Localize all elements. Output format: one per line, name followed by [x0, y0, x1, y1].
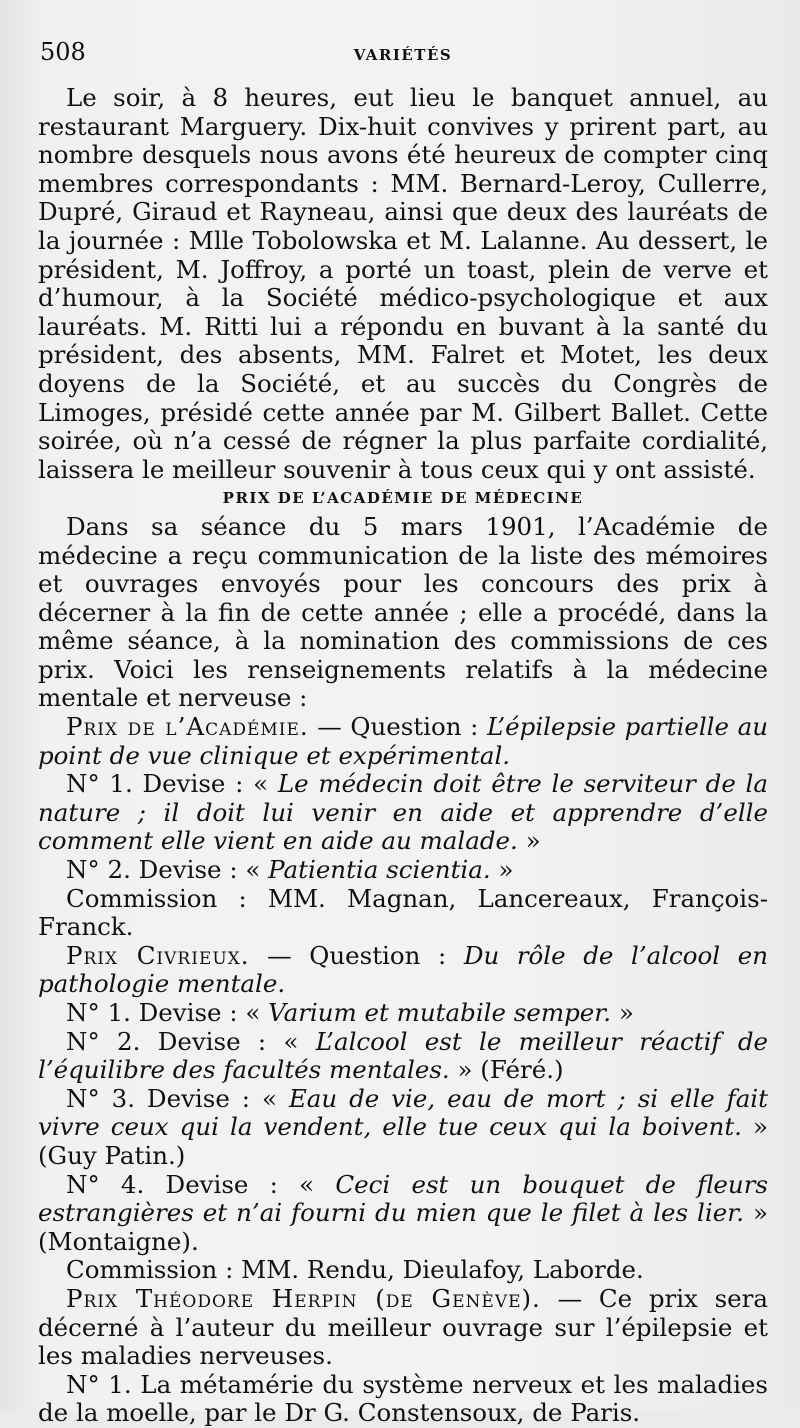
entry-number: N° 1.	[66, 1369, 132, 1399]
entry-number: N° 4. Devise : «	[66, 1169, 336, 1199]
prix-academie-heading	[38, 713, 768, 770]
list-item	[38, 1085, 768, 1171]
entry-tail: »	[611, 998, 634, 1027]
entry-number: N° 3. Devise : «	[66, 1083, 289, 1113]
entry-text: La métamérie du système nerveux et les maladies de la moelle, par le Dr G. Constensoux, de Paris.	[38, 1369, 768, 1428]
page-body	[38, 84, 768, 1428]
list-item	[38, 1028, 768, 1085]
list-item	[38, 1171, 768, 1257]
entry-tail: » (Guy Patin.)	[38, 1112, 769, 1170]
list-item	[38, 1371, 768, 1428]
banquet-paragraph: Le soir, à 8 heures, eut lieu le banquet annuel, au restaurant Marguery. Dix-huit convives y prirent part, au nombre desquels nous avons été heureux de compter cinq membres correspondants : MM. Bernard-Leroy, Cullerre, Dupré, Giraud et Rayneau, ainsi que deux des lauréats de la journée : Mlle Tobolowska et M. Lalanne. Au dessert, le président, M. Joffroy, a porté un toast, plein de verve et d’humour, à la Société médico-psychologique et aux lauréats. M. Ritti lui a répondu en buvant à la santé du président, des absents, MM. Falret et Motet, les deux doyens de la Société, et au succès du Congrès de Limoges, présidé cette année par M. Gilbert Ballet. Cette soirée, où n’a cessé de régner la plus parfaite cordialité, laissera le meilleur souvenir à tous ceux qui y ont assisté.	[38, 83, 768, 484]
question-prefix: — Question :	[249, 940, 464, 970]
question-text: L’épilepsie partielle au point de vue clinique et expérimental.	[38, 712, 768, 770]
entry-number: N° 1. Devise : «	[66, 998, 269, 1027]
prize-label: Prix de l’Académie.	[66, 712, 309, 742]
entry-number: N° 2. Devise : «	[66, 1026, 316, 1056]
entry-motto: Patientia scientia.	[268, 855, 491, 885]
list-item	[38, 999, 768, 1028]
entry-number: N° 2. Devise : «	[66, 855, 269, 885]
list-item	[38, 856, 768, 885]
section-title: PRIX DE L’ACADÉMIE DE MÉDECINE	[222, 489, 584, 508]
entry-tail: »	[517, 826, 541, 856]
entry-motto: Le médecin doit être le serviteur de la nature ; il doit lui venir en aide et apprendre d’elle comment elle vient en aide au malade.	[38, 769, 768, 856]
prize-description: — Ce prix sera décerné à l’auteur du meilleur ouvrage sur l’épilepsie et les maladies nerveuses.	[38, 1283, 768, 1371]
entry-tail: »	[490, 855, 514, 885]
prix-herpin-paragraph	[38, 1285, 768, 1371]
list-item	[38, 770, 768, 856]
running-head: VARIÉTÉS	[353, 46, 453, 64]
entry-motto: L’alcool est le meilleur réactif de l’équilibre des facultés mentales.	[38, 1026, 768, 1085]
entry-motto: Eau de vie, eau de mort ; si elle fait vivre ceux qui la vendent, elle tue ceux qui la boivent.	[38, 1083, 768, 1142]
entry-tail: » (Féré.)	[449, 1055, 564, 1085]
entry-motto: Varium et mutabile semper.	[268, 998, 612, 1027]
question-prefix: — Question :	[308, 712, 487, 742]
entry-tail: » (Montaigne).	[38, 1198, 768, 1256]
prize-label: Prix Théodore Herpin (de Genève).	[66, 1283, 541, 1313]
entry-number: N° 1. Devise : «	[66, 769, 278, 799]
page-header	[40, 38, 766, 70]
entry-motto: Ceci est un bouquet de fleurs estrangières et n’ai fourni du mien que le filet à les lier.	[38, 1169, 768, 1228]
intro-paragraph: Dans sa séance du 5 mars 1901, l’Académie de médecine a reçu communication de la liste des mémoires et ouvrages envoyés pour les concours des prix à décerner à la fin de cette année ; elle a procédé, dans la même séance, à la nomination des commissions de ces prix. Voici les renseignements relatifs à la médecine mentale et nerveuse :	[38, 511, 768, 713]
page-number: 508	[40, 38, 86, 66]
prix-civrieux-heading	[38, 942, 768, 999]
commission-line: Commission : MM. Magnan, Lancereaux, François-Franck.	[38, 883, 768, 942]
commission-line: Commission : MM. Rendu, Dieulafoy, Laborde.	[66, 1255, 644, 1285]
prize-label: Prix Civrieux.	[66, 940, 250, 970]
question-text: Du rôle de l’alcool en pathologie mentale.	[38, 940, 768, 999]
